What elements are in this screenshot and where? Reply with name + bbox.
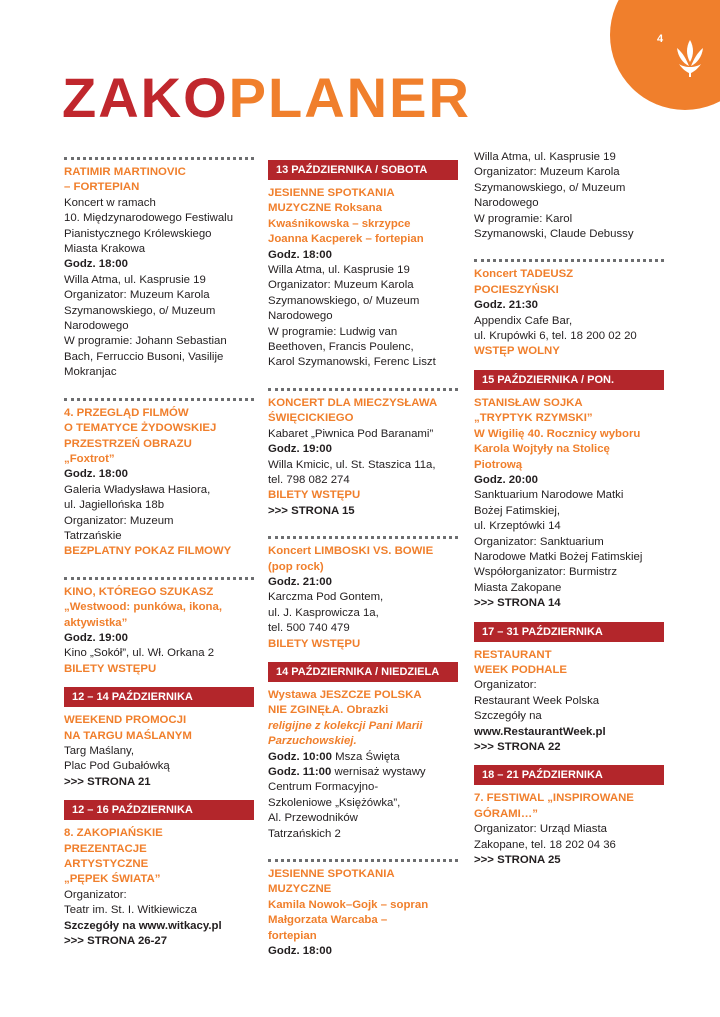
event-title: JESIENNE SPOTKANIA: [268, 868, 395, 881]
event-detail: W programie: Karol: [474, 212, 573, 225]
date-header: 12 – 14 PAŹDZIERNIKA: [64, 687, 254, 707]
event-detail: tel. 500 740 479: [268, 622, 350, 635]
event-detail: Willa Kmicic, ul. St. Staszica 11a,: [268, 458, 436, 471]
event-title: „Westwood: punkówa, ikona,: [64, 601, 223, 614]
logo-part-zako: ZAKO: [62, 66, 229, 129]
event-detail: ul. Jagiellońska 18b: [64, 499, 165, 512]
spacer: [268, 842, 458, 852]
event-title: Karola Wojtyły na Stolicę: [474, 443, 610, 456]
event-detail: Karol Szymanowski, Ferenc Liszt: [268, 356, 436, 369]
event-title: WEEK PODHALE: [474, 663, 568, 676]
time-description: Msza Święta: [331, 750, 400, 763]
event-detail-bold: www.RestaurantWeek.pl: [474, 725, 606, 738]
event-detail: ul. J. Kasprowicza 1a,: [268, 606, 379, 619]
time-label: Godz. 10:00: [268, 750, 332, 763]
event-detail: Miasta Zakopane: [474, 581, 562, 594]
event-detail-bold: Szczegóły na www.witkacy.pl: [64, 919, 222, 932]
event-detail-bold: >>> STRONA 22: [474, 741, 561, 753]
event-title: KINO, KTÓREGO SZUKASZ: [64, 585, 214, 598]
event-title: MUZYCZNE Roksana: [268, 202, 382, 215]
event-detail: Al. Przewodników: [268, 812, 358, 825]
event-detail: Narodowego: [64, 320, 129, 333]
event-title: PREZENTACJE: [64, 842, 147, 855]
event-detail: Organizator: Muzeum: [64, 514, 174, 527]
events-column-2: [268, 150, 458, 959]
date-header: 12 – 16 PAŹDZIERNIKA: [64, 800, 254, 820]
spacer: [268, 371, 458, 381]
event-title: WEEKEND PROMOCJI: [64, 714, 187, 727]
event-detail: 10. Międzynarodowego Festiwalu: [64, 212, 234, 225]
event-detail: Organizator:: [474, 679, 537, 692]
event-detail-bold: Godz. 20:00: [474, 473, 538, 486]
event-title: ŚWIĘCICKIEGO: [268, 412, 354, 425]
event-detail: Pianistycznego Królewskiego: [64, 227, 212, 240]
event-detail: Beethoven, Francis Poulenc,: [268, 341, 414, 354]
event-detail-bold: >>> STRONA 21: [64, 775, 151, 788]
event-detail-bold: Godz. 18:00: [268, 945, 332, 958]
event-detail: Narodowego: [268, 310, 333, 323]
event-detail: Organizator: Muzeum Karola: [268, 279, 414, 292]
event-time: [268, 765, 458, 780]
event-title: JESIENNE SPOTKANIA: [268, 187, 395, 199]
event-title: GÓRAMI…”: [474, 807, 538, 820]
event-title: NIE ZGINĘŁA. Obrazki: [268, 704, 389, 717]
event-time: [268, 750, 458, 765]
event-detail: Kino „Sokół”, ul. Wł. Orkana 2: [64, 647, 215, 660]
event-detail: Organizator:: [64, 888, 127, 901]
event-title: Wystawa JESZCZE POLSKA: [268, 688, 422, 701]
event-detail: Mokranjac: [64, 366, 117, 379]
event-detail: ul. Krupówki 6, tel. 18 200 02 20: [474, 330, 637, 343]
event-title: aktywistka”: [64, 616, 128, 629]
event-detail: Bach, Ferruccio Busoni, Vasilije: [64, 350, 224, 363]
event-detail: Appendix Cafe Bar,: [474, 314, 573, 327]
event-detail: Współorganizator: Burmistrz: [474, 566, 618, 579]
event-title: „TRYPTYK RZYMSKI”: [474, 412, 593, 425]
event-detail-bold: >>> STRONA 25: [474, 854, 561, 867]
event-detail: Szymanowskiego, o/ Muzeum: [474, 181, 626, 194]
event-detail-bold: Godz. 18:00: [64, 258, 128, 271]
event-title: PRZESTRZEŃ OBRAZU: [64, 437, 192, 450]
event-title: Parzuchowskiej.: [268, 735, 357, 748]
events-column-3: [474, 150, 664, 868]
event-detail: Koncert w ramach: [64, 196, 156, 209]
event-detail: Sanktuarium Narodowe Matki: [474, 489, 624, 502]
leaf-icon: [673, 38, 707, 78]
event-title: STANISŁAW SOJKA: [474, 396, 583, 409]
event-title: 8. ZAKOPIAŃSKIE: [64, 827, 163, 840]
dotted-separator: [268, 859, 458, 862]
event-detail-bold: >>> STRONA 15: [268, 504, 355, 517]
event-detail: Narodowe Matki Bożej Fatimskiej: [474, 550, 643, 563]
event-detail-bold: Godz. 19:00: [268, 443, 332, 456]
events-column-1: [64, 150, 254, 949]
date-header: 15 PAŹDZIERNIKA / PON.: [474, 370, 664, 390]
event-detail-bold: Godz. 21:30: [474, 299, 538, 312]
event-title: MUZYCZNE: [268, 883, 332, 896]
ticket-note: BILETY WSTĘPU: [268, 637, 361, 650]
event-detail: W programie: Ludwig van: [268, 325, 398, 338]
event-detail-bold: Godz. 18:00: [64, 468, 128, 481]
event-detail: Willa Atma, ul. Kasprusie 19: [268, 264, 410, 277]
dotted-separator: [64, 577, 254, 580]
event-detail-bold: Godz. 19:00: [64, 631, 128, 644]
event-detail: Miasta Krakowa: [64, 243, 146, 256]
event-detail: Organizator: Muzeum Karola: [64, 289, 210, 302]
dotted-separator: [474, 259, 664, 262]
ticket-note: WSTĘP WOLNY: [474, 345, 560, 358]
event-title: 7. FESTIWAL „INSPIROWANE: [474, 792, 634, 805]
event-title: Joanna Kacperek – fortepian: [268, 233, 424, 246]
date-header: 18 – 21 PAŹDZIERNIKA: [474, 765, 664, 785]
time-label: Godz. 11:00: [268, 766, 332, 778]
event-detail: Targ Maślany,: [64, 745, 135, 757]
event-detail: Galeria Władysława Hasiora,: [64, 483, 211, 496]
event-title: POCIESZYŃSKI: [474, 283, 559, 296]
event-title: Koncert LIMBOSKI VS. BOWIE: [268, 545, 434, 558]
ticket-note: BILETY WSTĘPU: [64, 662, 157, 675]
event-title: „Foxtrot”: [64, 452, 115, 465]
event-title: fortepian: [268, 929, 317, 942]
dotted-separator: [64, 157, 254, 160]
event-detail: Szymanowskiego, o/ Muzeum: [268, 294, 420, 307]
event-title: Koncert TADEUSZ: [474, 268, 574, 281]
zakoplaner-logo: [62, 66, 471, 129]
event-detail: Restaurant Week Polska: [474, 694, 600, 707]
event-detail: Organizator: Muzeum Karola: [474, 166, 620, 179]
event-title: religijne z kolekcji Pani Marii: [268, 719, 423, 732]
date-header: 17 – 31 PAŹDZIERNIKA: [474, 622, 664, 642]
event-detail: Szkoleniowe „Księżówka”,: [268, 796, 401, 809]
event-title: W Wigilię 40. Rocznicy wyboru: [474, 427, 641, 440]
event-detail: Karczma Pod Gontem,: [268, 591, 384, 604]
event-detail: Tatrzańskich 2: [268, 827, 341, 840]
event-detail: Willa Atma, ul. Kasprusie 19: [474, 151, 616, 163]
event-detail: Teatr im. St. I. Witkiewicza: [64, 904, 197, 917]
event-detail: W programie: Johann Sebastian: [64, 335, 227, 348]
event-title: Kamila Nowok–Gojk – sopran: [268, 898, 429, 911]
spacer: [64, 560, 254, 570]
dotted-separator: [64, 398, 254, 401]
event-detail: Szymanowski, Claude Debussy: [474, 228, 634, 241]
event-title: ARTYSTYCZNE: [64, 858, 149, 871]
event-title: „PĘPEK ŚWIATA”: [64, 873, 161, 886]
event-detail-bold: Godz. 18:00: [268, 248, 332, 261]
date-header: 14 PAŹDZIERNIKA / NIEDZIELA: [268, 662, 458, 682]
event-detail: tel. 798 082 274: [268, 473, 350, 486]
event-title: – FORTEPIAN: [64, 181, 140, 194]
spacer: [64, 381, 254, 391]
time-description: wernisaż wystawy: [331, 766, 426, 778]
event-detail: Organizator: Sanktuarium: [474, 535, 604, 548]
event-detail: Plac Pod Gubałówką: [64, 760, 170, 773]
event-detail: Tatrzańskie: [64, 529, 122, 542]
event-title: Piotrową: [474, 458, 523, 471]
event-detail: Organizator: Urząd Miasta: [474, 823, 607, 836]
dotted-separator: [268, 388, 458, 391]
event-title: (pop rock): [268, 560, 324, 573]
event-title: Kwaśnikowska – skrzypce: [268, 217, 411, 230]
event-title: O TEMATYCE ŻYDOWSKIEJ: [64, 422, 217, 435]
event-title: RESTAURANT: [474, 648, 552, 661]
event-detail: Willa Atma, ul. Kasprusie 19: [64, 273, 206, 286]
logo-part-planer: PLANER: [228, 66, 471, 129]
event-detail: Zakopane, tel. 18 202 04 36: [474, 838, 616, 851]
event-detail: ul. Krzeptówki 14: [474, 520, 561, 533]
event-detail: Szymanowskiego, o/ Muzeum: [64, 304, 216, 317]
event-detail: Kabaret „Piwnica Pod Baranami”: [268, 427, 434, 440]
event-detail-bold: >>> STRONA 26-27: [64, 935, 168, 948]
event-detail-bold: Godz. 21:00: [268, 575, 332, 588]
page-number: 4: [657, 33, 664, 45]
dotted-separator: [268, 536, 458, 539]
event-detail: Bożej Fatimskiej,: [474, 504, 561, 517]
event-title: Małgorzata Warcaba –: [268, 914, 388, 927]
event-detail: Szczegóły na: [474, 710, 542, 723]
ticket-note: BILETY WSTĘPU: [268, 489, 361, 502]
spacer: [474, 242, 664, 252]
event-detail-bold: >>> STRONA 14: [474, 597, 561, 610]
ticket-note: BEZPLATNY POKAZ FILMOWY: [64, 545, 232, 558]
date-header: 13 PAŹDZIERNIKA / SOBOTA: [268, 160, 458, 180]
event-title: 4. PRZEGLĄD FILMÓW: [64, 406, 189, 419]
event-detail: Centrum Formacyjno-: [268, 781, 379, 794]
spacer: [268, 519, 458, 529]
event-title: NA TARGU MAŚLANYM: [64, 729, 192, 742]
event-title: KONCERT DLA MIECZYSŁAWA: [268, 396, 438, 409]
event-title: RATIMIR MARTINOVIC: [64, 166, 186, 178]
event-detail: Narodowego: [474, 197, 539, 210]
